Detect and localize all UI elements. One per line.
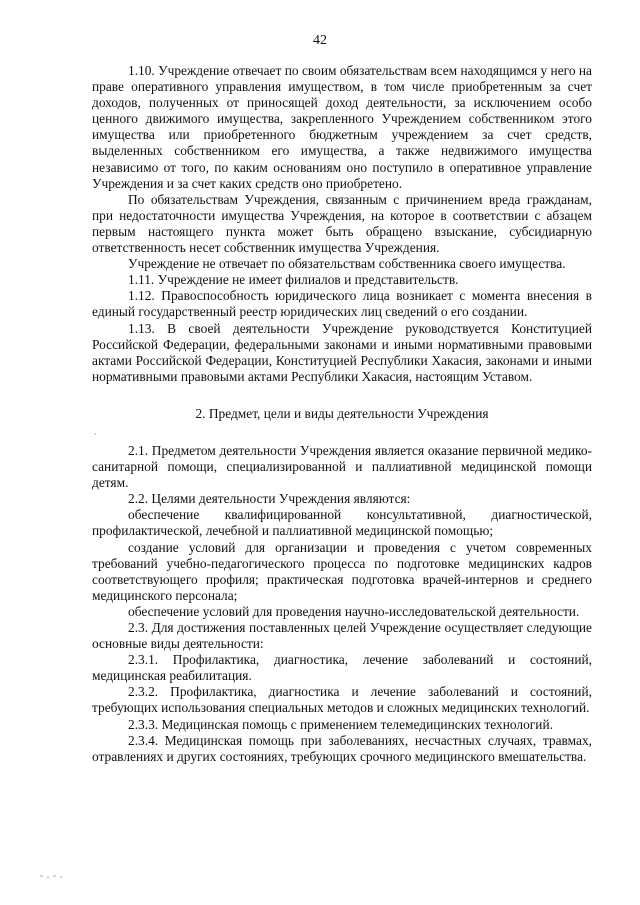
paragraph-goal-education: создание условий для организации и проведения с учетом современных требований учебно-педагогического процесса по подготовке медицинских кадров соответствующего профиля; практическая подготовка врачей-интернов и среднего медицинского персонала; bbox=[92, 539, 592, 603]
page-number: 42 bbox=[313, 33, 327, 48]
scan-speck bbox=[47, 876, 49, 878]
paragraph-2-3-1: 2.3.1. Профилактика, диагностика, лечение заболеваний и состояний, медицинская реабилитация. bbox=[92, 652, 592, 684]
paragraph-2-3: 2.3. Для достижения поставленных целей Учреждение осуществляет следующие основные виды деятельности: bbox=[92, 620, 592, 652]
scan-speck bbox=[53, 875, 56, 877]
paragraph-2-1: 2.1. Предметом деятельности Учреждения является оказание первичной медико-санитарной помощи, специализированной и паллиативной медицинской помощи детям. bbox=[92, 442, 592, 491]
scan-speck bbox=[60, 876, 62, 878]
paragraph-2-3-2: 2.3.2. Профилактика, диагностика и лечение заболеваний и состояний, требующих использования специальных методов и сложных медицинских технологий. bbox=[92, 684, 592, 716]
paragraph-1-10: 1.10. Учреждение отвечает по своим обязательствам всем находящимся у него на праве оперативного управления имуществом, в том числе приобретенным за счет доходов, полученных от приносящей доход деятельности, за исключением особо ценного движимого имущества, закрепленного Учреждением собственником этого имущества или приобретенного бюджетным учреждением за счет средств, выделенных собственником его имущества, а также недвижимого имущества независимо от того, по каким основаниям оно поступило в оперативное управление Учреждения и за счет каких средств оно приобретено. bbox=[92, 63, 592, 191]
paragraph-goal-research: обеспечение условий для проведения научно-исследовательской деятельности. bbox=[128, 603, 580, 619]
paragraph-1-11: 1.11. Учреждение не имеет филиалов и представительств. bbox=[128, 272, 459, 288]
scan-speck bbox=[94, 433, 96, 435]
paragraph-subsidiary-liability: По обязательствам Учреждения, связанным с причинением вреда гражданам, при недостаточности имущества Учреждения, на которое в соответствии с абзацем первым настоящего пункта может быть обращено взыскание, субсидиарную ответственность несет собственник имущества Учреждения. bbox=[92, 191, 592, 256]
paragraph-owner-obligations: Учреждение не отвечает по обязательствам собственника своего имущества. bbox=[128, 256, 566, 272]
paragraph-1-12: 1.12. Правоспособность юридического лица возникает с момента внесения в единый государственный реестр юридических лиц сведений о его создании. bbox=[92, 288, 592, 320]
section-title: 2. Предмет, цели и виды деятельности Учреждения bbox=[195, 405, 489, 421]
paragraph-2-2: 2.2. Целями деятельности Учреждения являются: bbox=[128, 491, 411, 507]
paragraph-goal-medical-care: обеспечение квалифицированной консультативной, диагностической, профилактической, лечебной и паллиативной медицинской помощью; bbox=[92, 507, 592, 539]
paragraph-2-3-4: 2.3.4. Медицинская помощь при заболеваниях, несчастных случаях, травмах, отравлениях и других состояниях, требующих срочного медицинского вмешательства. bbox=[92, 732, 592, 764]
scan-speck bbox=[40, 875, 43, 877]
document-body bbox=[92, 63, 592, 765]
paragraph-1-13: 1.13. В своей деятельности Учреждение руководствуется Конституцией Российской Федерации, федеральными законами и иными нормативными правовыми актами Российской Федерации, Конституцией Республики Хакасия, законами и иными нормативными правовыми актами Республики Хакасия, настоящим Уставом. bbox=[92, 320, 592, 384]
paragraph-2-3-3: 2.3.3. Медицинская помощь с применением телемедицинских технологий. bbox=[128, 716, 553, 732]
